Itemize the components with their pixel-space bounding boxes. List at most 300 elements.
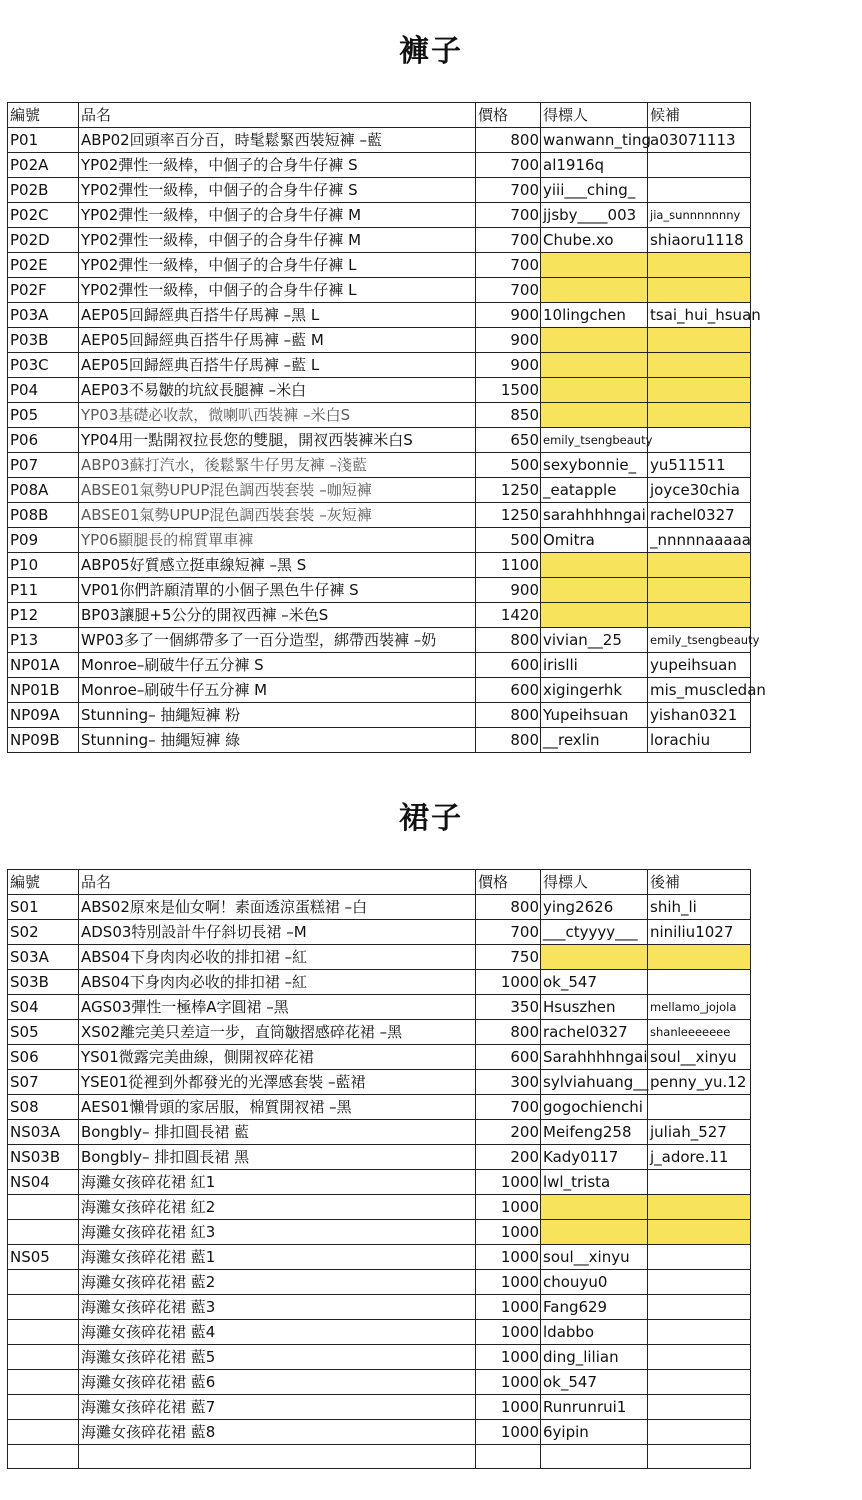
cell-code: NP01A [8,653,79,678]
cell-winner: ok_547 [541,1370,648,1395]
cell-winner [541,1220,648,1245]
cell-price: 900 [476,353,541,378]
table-row [8,603,751,628]
cell-backup: niniliu1027 [648,920,751,945]
cell-winner: wanwann_ting [541,128,648,153]
cell-code [8,1370,79,1395]
skirts-section-title: 裙子 [399,801,463,836]
skirts-table [7,869,751,1469]
cell-name: AEP05回歸經典百搭牛仔馬褲 –藍 L [79,353,476,378]
cell-winner: yiii___ching_ [541,178,648,203]
cell-name: WP03多了一個綁帶多了一百分造型，綁帶西裝褲 –奶 [79,628,476,653]
cell-name: YP02彈性一級棒，中個子的合身牛仔褲 M [79,203,476,228]
cell-code: S04 [8,995,79,1020]
cell-code: P08B [8,503,79,528]
cell-name: 海灘女孩碎花裙 藍5 [79,1345,476,1370]
cell-code: P02C [8,203,79,228]
cell-winner [541,403,648,428]
cell-code: P03A [8,303,79,328]
cell-code: S01 [8,895,79,920]
cell-winner: Runrunrui1 [541,1395,648,1420]
cell-winner [541,1445,648,1469]
table-row [8,1320,751,1345]
cell-price: 1000 [476,1270,541,1295]
cell-winner: lwl_trista [541,1170,648,1195]
cell-name: YP02彈性一級棒，中個子的合身牛仔褲 S [79,153,476,178]
cell-winner: ldabbo [541,1320,648,1345]
cell-winner: Chube.xo [541,228,648,253]
cell-code: P07 [8,453,79,478]
table-row [8,1445,751,1469]
cell-backup: mellamo_jojola [648,995,751,1020]
cell-backup: _nnnnnaaaaa [648,528,751,553]
cell-backup [648,1170,751,1195]
cell-price: 750 [476,945,541,970]
cell-code: P02A [8,153,79,178]
cell-code: P02E [8,253,79,278]
cell-price: 350 [476,995,541,1020]
cell-winner [541,578,648,603]
cell-name: Stunning– 抽繩短褲 綠 [79,728,476,753]
table-row [8,1020,751,1045]
cell-name: ABP02回頭率百分百，時髦鬆緊西裝短褲 –藍 [79,128,476,153]
cell-winner [541,353,648,378]
cell-code: S03A [8,945,79,970]
header-price: 價格 [476,103,541,128]
cell-code: P10 [8,553,79,578]
cell-winner: chouyu0 [541,1270,648,1295]
cell-backup: soul__xinyu [648,1045,751,1070]
cell-name: AES01懶骨頭的家居服，棉質開衩裙 –黑 [79,1095,476,1120]
cell-code: P02F [8,278,79,303]
cell-code: NP01B [8,678,79,703]
table-row [8,678,751,703]
cell-code [8,1220,79,1245]
cell-code: P09 [8,528,79,553]
cell-code [8,1395,79,1420]
cell-name: XS02離完美只差這一步，直筒皺摺感碎花裙 –黑 [79,1020,476,1045]
cell-price: 1000 [476,1195,541,1220]
table-row [8,578,751,603]
cell-price: 1000 [476,1170,541,1195]
cell-code: NS03B [8,1145,79,1170]
cell-code: P12 [8,603,79,628]
cell-price: 700 [476,153,541,178]
cell-backup: emily_tsengbeauty [648,628,751,653]
cell-price: 800 [476,728,541,753]
cell-price: 900 [476,578,541,603]
cell-backup [648,253,751,278]
cell-name: ABS04下身肉肉必收的排扣裙 –紅 [79,970,476,995]
header-name: 品名 [79,870,476,895]
cell-price: 600 [476,678,541,703]
cell-winner: __rexlin [541,728,648,753]
cell-name: Stunning– 抽繩短褲 粉 [79,703,476,728]
cell-backup [648,1295,751,1320]
table-row [8,1395,751,1420]
cell-price: 850 [476,403,541,428]
cell-name: 海灘女孩碎花裙 藍4 [79,1320,476,1345]
cell-name: Bongbly– 排扣圓長裙 黑 [79,1145,476,1170]
cell-code: S08 [8,1095,79,1120]
cell-name: VP01你們許願清單的小個子黑色牛仔褲 S [79,578,476,603]
table-row [8,503,751,528]
cell-winner: 10lingchen [541,303,648,328]
cell-winner: al1916q [541,153,648,178]
cell-code: P04 [8,378,79,403]
cell-name: ABSE01氣勢UPUP混色調西裝套裝 –咖短褲 [79,478,476,503]
cell-name: YP02彈性一級棒，中個子的合身牛仔褲 S [79,178,476,203]
table-row [8,995,751,1020]
cell-price: 700 [476,920,541,945]
cell-name: ABP05好質感立挺車線短褲 –黑 S [79,553,476,578]
cell-price: 1000 [476,1370,541,1395]
table-row [8,1120,751,1145]
header-winner: 得標人 [541,870,648,895]
table-row [8,628,751,653]
cell-backup [648,578,751,603]
header-backup: 後補 [648,870,751,895]
cell-code: S02 [8,920,79,945]
cell-name: Monroe–刷破牛仔五分褲 S [79,653,476,678]
cell-name: 海灘女孩碎花裙 紅2 [79,1195,476,1220]
cell-price [476,1445,541,1469]
table-row [8,970,751,995]
cell-backup [648,945,751,970]
table-row [8,1095,751,1120]
cell-price: 700 [476,228,541,253]
cell-winner: sexybonnie_ [541,453,648,478]
cell-winner: Hsuszhen [541,995,648,1020]
table-row [8,1070,751,1095]
pants-header-row [8,103,751,128]
cell-backup [648,278,751,303]
cell-code: P11 [8,578,79,603]
cell-code: S05 [8,1020,79,1045]
cell-price: 650 [476,428,541,453]
table-row [8,703,751,728]
cell-backup: j_adore.11 [648,1145,751,1170]
table-row [8,1295,751,1320]
table-row [8,1195,751,1220]
cell-price: 700 [476,253,541,278]
cell-price: 1000 [476,1245,541,1270]
cell-price: 800 [476,1020,541,1045]
cell-code: P03C [8,353,79,378]
cell-winner: xigingerhk [541,678,648,703]
cell-price: 800 [476,895,541,920]
cell-name: BP03讓腿+5公分的開衩西褲 –米色S [79,603,476,628]
pants-table-body [8,103,766,753]
cell-price: 300 [476,1070,541,1095]
header-code: 編號 [8,103,79,128]
cell-name: YS01微露完美曲線，側開衩碎花裙 [79,1045,476,1070]
cell-backup: mis_muscledan [648,678,751,703]
table-row [8,1370,751,1395]
table-row [8,1220,751,1245]
table-row [8,203,751,228]
cell-backup: yu511511 [648,453,751,478]
cell-winner: Fang629 [541,1295,648,1320]
table-row [8,653,751,678]
cell-code [8,1195,79,1220]
table-row [8,895,751,920]
cell-backup [648,970,751,995]
cell-backup [648,353,751,378]
table-row [8,353,751,378]
cell-name: 海灘女孩碎花裙 藍7 [79,1395,476,1420]
cell-winner: emily_tsengbeauty [541,428,648,453]
cell-name: 海灘女孩碎花裙 紅1 [79,1170,476,1195]
cell-backup [648,553,751,578]
cell-name: ABS04下身肉肉必收的排扣裙 –紅 [79,945,476,970]
cell-winner [541,253,648,278]
cell-price: 1000 [476,1220,541,1245]
table-row [8,553,751,578]
cell-code: S03B [8,970,79,995]
cell-backup: shanleeeeeee [648,1020,751,1045]
cell-name: YSE01從裡到外都發光的光澤感套裝 –藍裙 [79,1070,476,1095]
cell-price: 1000 [476,970,541,995]
cell-price: 1250 [476,503,541,528]
cell-price: 700 [476,1095,541,1120]
cell-price: 200 [476,1145,541,1170]
cell-price: 500 [476,453,541,478]
cell-backup [648,1320,751,1345]
cell-winner: Yupeihsuan [541,703,648,728]
skirts-header-row [8,870,751,895]
cell-winner: ding_lilian [541,1345,648,1370]
cell-backup [648,603,751,628]
cell-winner [541,378,648,403]
cell-name: YP02彈性一級棒，中個子的合身牛仔褲 L [79,253,476,278]
cell-backup [648,1345,751,1370]
cell-backup [648,1195,751,1220]
cell-price: 1000 [476,1295,541,1320]
cell-code: NP09A [8,703,79,728]
table-row [8,128,751,153]
cell-backup: yupeihsuan [648,653,751,678]
cell-code: P05 [8,403,79,428]
cell-code: P03B [8,328,79,353]
cell-price: 1000 [476,1395,541,1420]
cell-price: 800 [476,703,541,728]
table-row [8,278,751,303]
cell-code [8,1420,79,1445]
pants-section-title: 褲子 [399,34,463,69]
header-name: 品名 [79,103,476,128]
cell-name: 海灘女孩碎花裙 藍6 [79,1370,476,1395]
cell-price: 1000 [476,1420,541,1445]
cell-code: P02D [8,228,79,253]
cell-winner: sylviahuang__ [541,1070,648,1095]
cell-code: P13 [8,628,79,653]
cell-name: Monroe–刷破牛仔五分褲 M [79,678,476,703]
cell-winner: ok_547 [541,970,648,995]
cell-backup: shiaoru1118 [648,228,751,253]
cell-winner: ying2626 [541,895,648,920]
cell-backup [648,378,751,403]
cell-winner: soul__xinyu [541,1245,648,1270]
cell-backup: a03071113 [648,128,751,153]
cell-code: P08A [8,478,79,503]
table-row [8,1420,751,1445]
table-row [8,920,751,945]
cell-code: NS04 [8,1170,79,1195]
cell-winner: jjsby____003 [541,203,648,228]
table-row [8,453,751,478]
cell-name: AGS03彈性一極棒A字圓裙 –黑 [79,995,476,1020]
cell-winner: Kady0117 [541,1145,648,1170]
cell-winner: gogochienchi [541,1095,648,1120]
table-row [8,303,751,328]
cell-name: AEP03不易皺的坑紋長腿褲 –米白 [79,378,476,403]
cell-code: P01 [8,128,79,153]
table-row [8,1270,751,1295]
cell-code: S07 [8,1070,79,1095]
cell-name: YP02彈性一級棒，中個子的合身牛仔褲 L [79,278,476,303]
cell-price: 700 [476,178,541,203]
table-row [8,528,751,553]
table-row [8,1345,751,1370]
cell-name: YP04用一點開衩拉長您的雙腿，開衩西裝褲米白S [79,428,476,453]
table-row [8,728,751,753]
cell-backup: yishan0321 [648,703,751,728]
table-row [8,253,751,278]
cell-code: P02B [8,178,79,203]
cell-name: 海灘女孩碎花裙 藍1 [79,1245,476,1270]
cell-winner: Sarahhhhngai [541,1045,648,1070]
cell-price: 800 [476,128,541,153]
cell-backup [648,328,751,353]
cell-winner: _eatapple [541,478,648,503]
cell-price: 1420 [476,603,541,628]
cell-price: 500 [476,528,541,553]
cell-price: 700 [476,278,541,303]
cell-name: ADS03特別設計牛仔斜切長裙 –M [79,920,476,945]
cell-name: ABSE01氣勢UPUP混色調西裝套裝 –灰短褲 [79,503,476,528]
cell-name: AEP05回歸經典百搭牛仔馬褲 –黑 L [79,303,476,328]
cell-code: P06 [8,428,79,453]
cell-name: ABS02原來是仙女啊！素面透涼蛋糕裙 –白 [79,895,476,920]
table-row [8,228,751,253]
cell-price: 1500 [476,378,541,403]
table-row [8,945,751,970]
cell-price: 1250 [476,478,541,503]
cell-price: 900 [476,328,541,353]
table-row [8,1045,751,1070]
table-row [8,153,751,178]
cell-backup: penny_yu.12 [648,1070,751,1095]
cell-backup: joyce30chia [648,478,751,503]
cell-price: 700 [476,203,541,228]
table-row [8,328,751,353]
cell-code: S06 [8,1045,79,1070]
cell-backup [648,1270,751,1295]
table-row [8,378,751,403]
cell-code: NS03A [8,1120,79,1145]
cell-backup [648,153,751,178]
cell-name: Bongbly– 排扣圓長裙 藍 [79,1120,476,1145]
cell-winner [541,1195,648,1220]
cell-price: 200 [476,1120,541,1145]
cell-winner: Meifeng258 [541,1120,648,1145]
cell-backup [648,1095,751,1120]
header-backup: 候補 [648,103,751,128]
cell-backup [648,1245,751,1270]
header-price: 價格 [476,870,541,895]
cell-name: AEP05回歸經典百搭牛仔馬褲 –藍 M [79,328,476,353]
table-row [8,1245,751,1270]
cell-backup [648,428,751,453]
cell-winner: rachel0327 [541,1020,648,1045]
cell-winner [541,328,648,353]
cell-code [8,1295,79,1320]
cell-code: NS05 [8,1245,79,1270]
cell-backup: lorachiu [648,728,751,753]
cell-price: 900 [476,303,541,328]
cell-backup [648,1370,751,1395]
cell-name: 海灘女孩碎花裙 藍3 [79,1295,476,1320]
cell-backup [648,178,751,203]
header-code: 編號 [8,870,79,895]
cell-backup: juliah_527 [648,1120,751,1145]
cell-code: NP09B [8,728,79,753]
cell-name [79,1445,476,1469]
cell-winner [541,603,648,628]
cell-backup: shih_li [648,895,751,920]
cell-backup: tsai_hui_hsuan [648,303,751,328]
cell-winner: irislli [541,653,648,678]
cell-backup: rachel0327 [648,503,751,528]
cell-price: 1100 [476,553,541,578]
cell-backup [648,1220,751,1245]
cell-winner: vivian__25 [541,628,648,653]
skirts-table-body [8,870,751,1469]
cell-name: YP06顯腿長的棉質單車褲 [79,528,476,553]
cell-backup [648,403,751,428]
cell-winner: Omitra [541,528,648,553]
cell-price: 600 [476,653,541,678]
table-row [8,178,751,203]
cell-winner: sarahhhhngai [541,503,648,528]
cell-name: YP03基礎必收款，微喇叭西裝褲 –米白S [79,403,476,428]
cell-name: ABP03蘇打汽水，後鬆緊牛仔男友褲 –淺藍 [79,453,476,478]
table-row [8,1170,751,1195]
cell-backup [648,1395,751,1420]
cell-winner [541,945,648,970]
cell-backup: jia_sunnnnnnny [648,203,751,228]
cell-winner: 6yipin [541,1420,648,1445]
cell-code [8,1270,79,1295]
cell-backup [648,1445,751,1469]
cell-price: 1000 [476,1345,541,1370]
cell-name: YP02彈性一級棒，中個子的合身牛仔褲 M [79,228,476,253]
cell-name: 海灘女孩碎花裙 藍2 [79,1270,476,1295]
table-row [8,403,751,428]
pants-table [7,102,766,753]
cell-name: 海灘女孩碎花裙 紅3 [79,1220,476,1245]
cell-backup [648,1420,751,1445]
cell-winner: ___ctyyyy___ [541,920,648,945]
table-row [8,1145,751,1170]
cell-price: 600 [476,1045,541,1070]
cell-winner [541,553,648,578]
cell-price: 1000 [476,1320,541,1345]
table-row [8,428,751,453]
cell-winner [541,278,648,303]
cell-code [8,1345,79,1370]
